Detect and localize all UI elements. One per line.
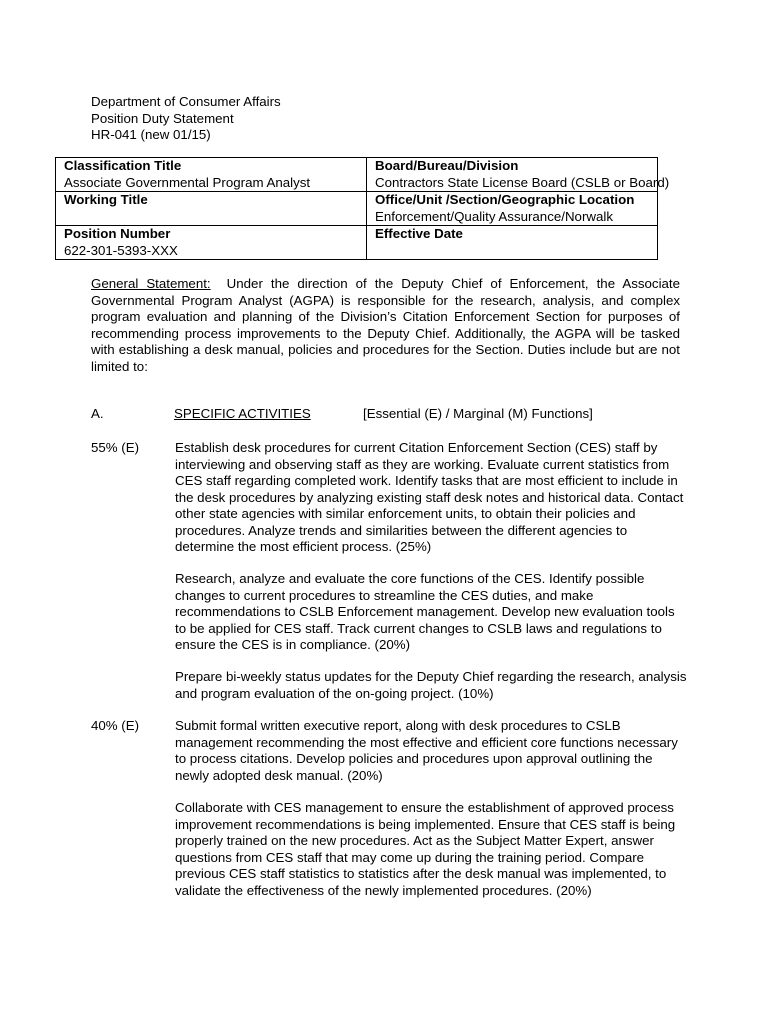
section-letter: A. bbox=[91, 406, 104, 421]
form-number: HR-041 (new 01/15) bbox=[91, 127, 211, 142]
duty-paragraph: Research, analyze and evaluate the core functions of the CES. Identify possible changes to current procedures to streamline the CES duties, and make recommendations to CSLB Enforcement management. Develop new evaluation tools to be applied for CES staff. Track current changes to CSLB laws and regulations to ensure the CES is in compliance. (20%) bbox=[175, 571, 675, 652]
general-statement-text: Under the direction of the Deputy Chief of Enforcement, the Associate Governmental Program Analyst (AGPA) is responsible for the research, analysis, and complex program evaluation and planning of the Division’s Citation Enforcement Section for purposes of recommending process improvements to the Deputy Chief. Additionally, the AGPA will be tasked with establishing a desk manual, policies and procedures for the Section. Duties include but are not limited to: bbox=[91, 276, 681, 374]
table-row bbox=[56, 226, 658, 260]
table-row bbox=[56, 158, 658, 192]
position-number-value: 622-301-5393-XXX bbox=[64, 242, 178, 258]
board-division-cell bbox=[367, 158, 670, 192]
table-row bbox=[56, 192, 658, 226]
working-title-label: Working Title bbox=[64, 192, 148, 207]
duty-paragraph: Establish desk procedures for current Citation Enforcement Section (CES) staff by interviewing and observing staff as they are working. Evaluate current statistics from CES staff regarding completed work. Identify tasks that are most efficient to include in the desk procedures by analyzing existing staff desk notes and historical data. Contact other state agencies with similar enforcement units, to obtain their policies and procedures. Analyze trends and similarities between the different agencies to determine the most efficient process. (25%) bbox=[175, 440, 684, 554]
document-title: Position Duty Statement bbox=[91, 110, 234, 126]
position-number-cell bbox=[56, 226, 367, 260]
working-title-cell bbox=[56, 192, 367, 226]
duty-paragraph: Collaborate with CES management to ensure the establishment of approved process improvement recommendations is being implemented. Ensure that CES staff is being properly trained on the new procedures. Act as the Subject Matter Expert, answer questions from CES staff that may come up during the training period. Compare previous CES staff statistics to statistics after the desk manual was implemented, to validate the effectiveness of the newly implemented procedures. (20%) bbox=[175, 800, 676, 898]
classification-title-value: Associate Governmental Program Analyst bbox=[64, 174, 311, 190]
office-location-value: Enforcement/Quality Assurance/Norwalk bbox=[375, 208, 613, 224]
section-a-heading bbox=[91, 406, 691, 423]
board-division-value: Contractors State License Board (CSLB or Board) bbox=[375, 174, 670, 190]
duty-percent-1: 55% (E) bbox=[91, 440, 140, 455]
board-division-label: Board/Bureau/Division bbox=[375, 158, 519, 173]
general-statement-label: General Statement: bbox=[91, 276, 211, 291]
document-header bbox=[91, 94, 281, 144]
office-location-label: Office/Unit /Section/Geographic Location bbox=[375, 192, 635, 207]
effective-date-label: Effective Date bbox=[375, 226, 463, 241]
classification-title-label: Classification Title bbox=[64, 158, 182, 173]
position-number-label: Position Number bbox=[64, 226, 171, 241]
classification-title-cell bbox=[56, 158, 367, 192]
department-name: Department of Consumer Affairs bbox=[91, 94, 281, 109]
section-title: SPECIFIC ACTIVITIES bbox=[174, 406, 311, 421]
duty-paragraph: Prepare bi-weekly status updates for the Deputy Chief regarding the research, analysis and program evaluation of the on-going project. (10%) bbox=[175, 669, 687, 701]
functions-legend: [Essential (E) / Marginal (M) Functions] bbox=[363, 406, 593, 421]
position-info-table bbox=[55, 157, 670, 260]
effective-date-cell bbox=[367, 226, 658, 260]
office-location-cell bbox=[367, 192, 658, 226]
duty-percent-2: 40% (E) bbox=[91, 718, 140, 733]
duty-paragraph: Submit formal written executive report, along with desk procedures to CSLB management recommending the most effective and efficient core functions necessary to process citations. Develop policies and procedures upon approval outlining the newly adopted desk manual. (20%) bbox=[175, 718, 678, 783]
general-statement bbox=[91, 276, 680, 375]
